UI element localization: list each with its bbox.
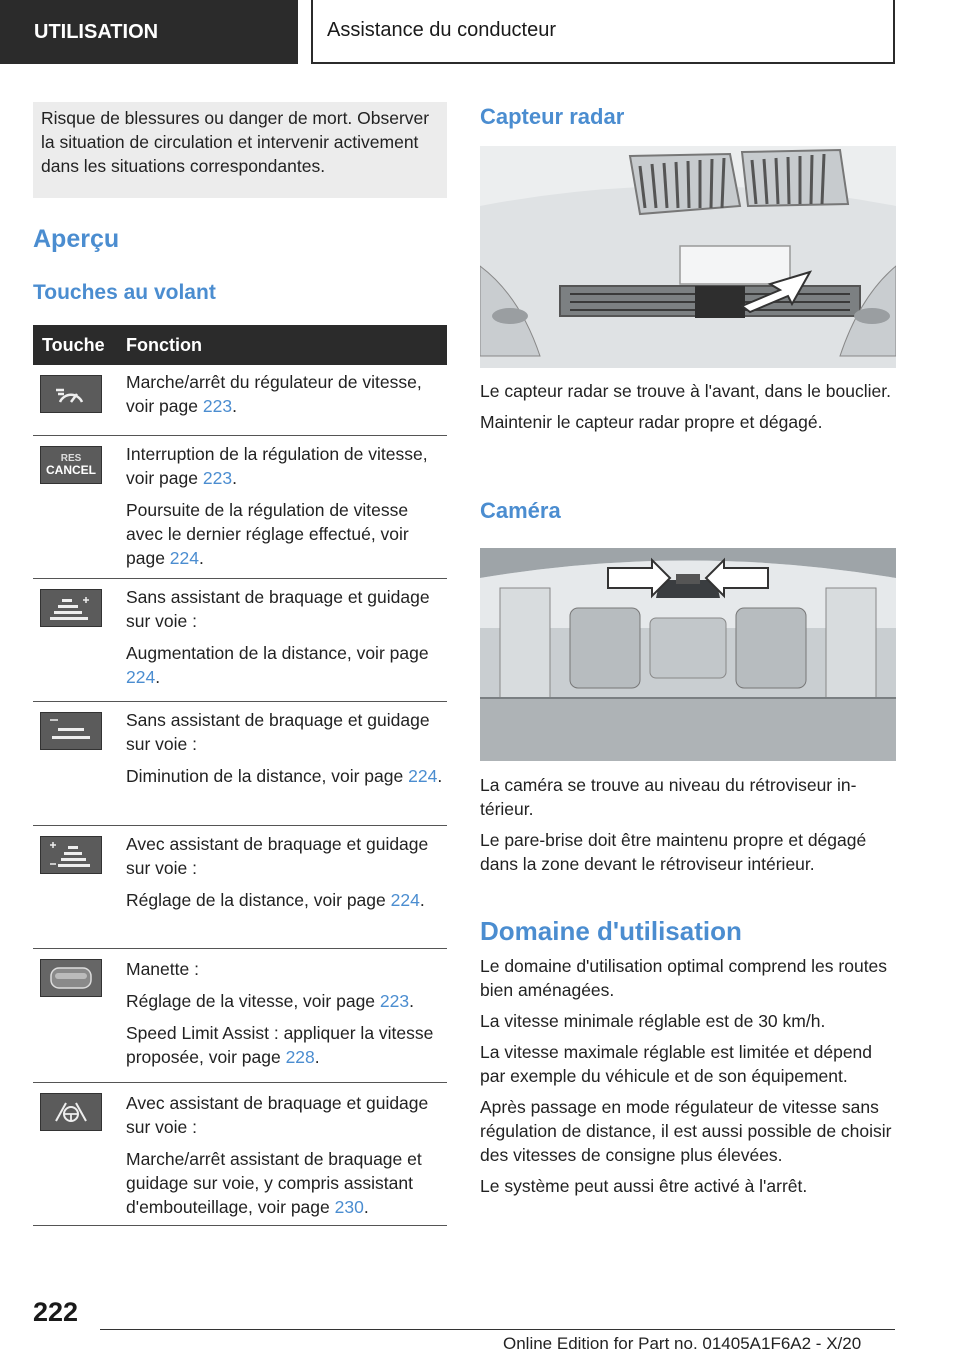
- page-link[interactable]: 224: [390, 890, 420, 910]
- table-row: [33, 702, 447, 826]
- steering-assist-icon: [40, 1093, 102, 1131]
- page-link[interactable]: 224: [169, 548, 199, 568]
- table-header: [33, 325, 447, 365]
- radar-sensor-image: [480, 146, 896, 368]
- cruise-control-icon: [40, 375, 102, 413]
- section-tab: UTILISATION: [0, 0, 298, 64]
- page-number: 222: [33, 1297, 79, 1327]
- table-row: [33, 1083, 447, 1226]
- page-link[interactable]: 223: [202, 468, 233, 488]
- table-row: [33, 365, 447, 436]
- distance-decrease-icon: [40, 712, 102, 750]
- row-text: Sans assistant de braquage et guidage sur voie : Diminution de la distance, voir page 224.: [126, 710, 443, 786]
- heading-apercu: Aperçu: [33, 225, 120, 253]
- heading-capteur-radar: Capteur radar: [480, 104, 625, 129]
- table-row: [33, 579, 447, 702]
- page-link[interactable]: 224: [126, 667, 156, 687]
- row-text: Interruption de la régulation de vitesse, voir page 223. Poursuite de la régulation de vitesse avec le dernier réglage effectué, voir page 224.: [126, 444, 428, 568]
- table-row: [33, 826, 447, 949]
- footer-divider: [100, 1329, 895, 1330]
- footer-edition: Online Edition for Part no. 01405A1F6A2 - X/20: [503, 1334, 862, 1353]
- col-touche: Touche: [42, 335, 105, 355]
- page-link[interactable]: 228: [285, 1047, 315, 1067]
- page-link[interactable]: 224: [408, 766, 438, 786]
- radar-description: Le capteur radar se trouve à l'avant, dans le bouclier. Maintenir le capteur radar propre et dégagé.: [480, 381, 891, 432]
- row-text: Avec assistant de braquage et guidage sur voie : Marche/arrêt assistant de braquage et guidage sur voie, y compris assistant d'embouteillage, voir page 230.: [126, 1093, 429, 1217]
- res-cancel-icon: RES CANCEL: [40, 446, 102, 484]
- heading-touches-volant: Touches au volant: [33, 281, 216, 304]
- warning-box: Risque de blessures ou danger de mort. Observer la situation de circulation et intervenir activement dans les situations correspondantes.: [33, 102, 447, 198]
- row-text: Avec assistant de braquage et guidage sur voie : Réglage de la distance, voir page 224.: [126, 834, 429, 910]
- camera-image: [480, 548, 896, 761]
- domaine-description: Le domaine d'utilisation optimal comprend les routes bien aménagées. La vitesse minimale réglable est de 30 km/h. La vitesse maximale réglable est limitée et dépend par exemple du véhicule et de son équipement. Après passage en mode régulateur de vitesse sans régulation de distance, il est aussi possible de choisir des vitesses de consigne plus élevées. Le système peut aussi être activé à l'arrêt.: [480, 956, 892, 1196]
- camera-description: La caméra se trouve au niveau du rétroviseur intérieur. Le pare-brise doit être maintenu propre et dégagé dans la zone devant le rétroviseur intérieur.: [480, 775, 867, 874]
- row-text: Marche/arrêt du régulateur de vitesse, voir page 223.: [126, 372, 422, 416]
- page-link[interactable]: 223: [379, 991, 410, 1011]
- table-row: [33, 436, 447, 579]
- buttons-table: [33, 325, 447, 1226]
- distance-rocker-icon: [40, 836, 102, 874]
- rocker-switch-icon: [40, 959, 102, 997]
- chapter-title: Assistance du conducteur: [311, 0, 895, 64]
- row-text: Sans assistant de braquage et guidage sur voie : Augmentation de la distance, voir page 224.: [126, 587, 430, 687]
- distance-increase-icon: [40, 589, 102, 627]
- page-link[interactable]: 230: [334, 1197, 364, 1217]
- row-text: Manette : Réglage de la vitesse, voir page 223. Speed Limit Assist : appliquer la vitesse proposée, voir page 228.: [126, 959, 434, 1067]
- table-row: [33, 949, 447, 1083]
- heading-camera: Caméra: [480, 498, 561, 523]
- heading-domaine-utilisation: Domaine d'utilisation: [480, 916, 742, 946]
- page-link[interactable]: 223: [202, 396, 233, 416]
- col-fonction: Fonction: [126, 335, 202, 355]
